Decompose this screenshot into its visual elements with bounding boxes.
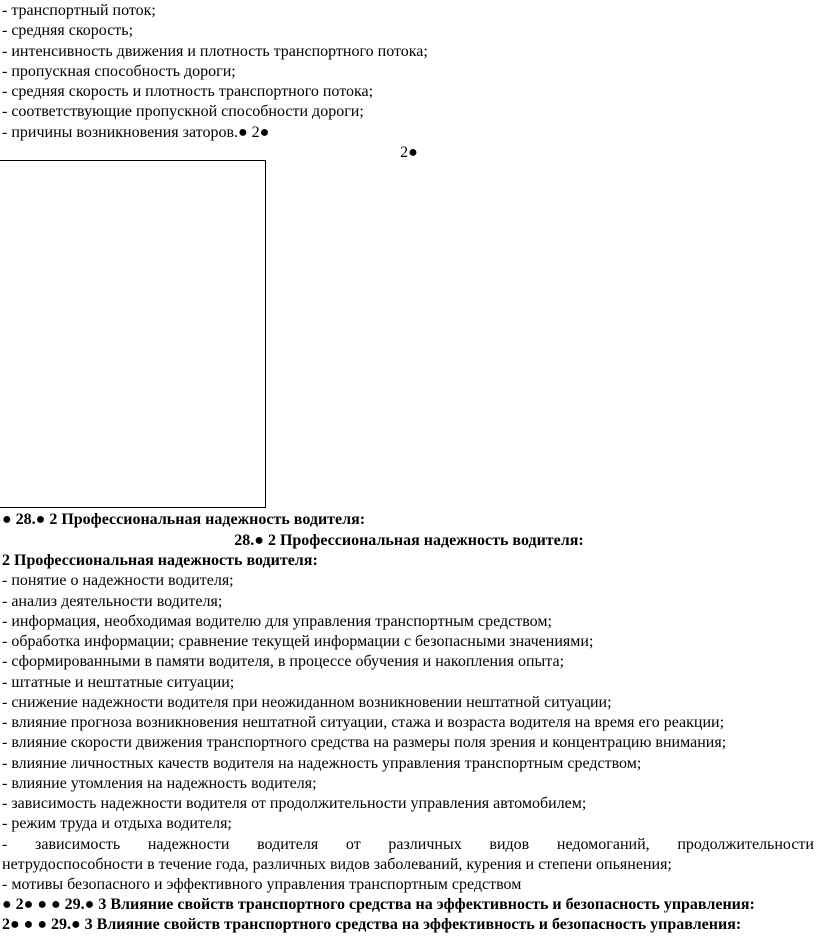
word: от	[345, 836, 361, 853]
list-item: - влияние утомления на надежность водителя;	[2, 775, 317, 792]
list-item: - штатные и нештатные ситуации;	[2, 674, 235, 691]
word: недомоганий,	[556, 836, 650, 853]
section-heading-centered: 28.● 2 Профессиональная надежность водителя:	[234, 532, 584, 549]
list-item: - сформированными в памяти водителя, в процессе обучения и накопления опыта;	[2, 653, 565, 670]
word: надежности	[147, 836, 230, 853]
list-item: - пропускная способность дороги;	[2, 63, 236, 80]
list-item: - транспортный поток;	[2, 2, 156, 19]
list-item-continuation: нетрудоспособности в течение года, различных видов заболеваний, курения и степени опьянения;	[2, 856, 672, 873]
list-item: - соответствующие пропускной способности дороги;	[2, 103, 364, 120]
list-item: - снижение надежности водителя при неожиданном возникновении нештатной ситуации;	[2, 694, 612, 711]
word: продолжительности	[677, 836, 814, 853]
list-item: - анализ деятельности водителя;	[2, 593, 223, 610]
list-item: - влияние личностных качеств водителя на надежность управления транспортным средством;	[2, 755, 642, 772]
list-item: - влияние скорости движения транспортного средства на размеры поля зрения и концентрацию внимания;	[2, 734, 727, 751]
list-item: - средняя скорость;	[2, 22, 134, 39]
list-item: - режим труда и отдыха водителя;	[2, 815, 232, 832]
list-item: - мотивы безопасного и эффективного управления транспортным средством	[2, 876, 522, 893]
word: водителя	[257, 836, 319, 853]
list-item: - влияние прогноза возникновения нештатной ситуации, стажа и возраста водителя на время его реакции;	[2, 714, 725, 731]
image-frame	[0, 160, 266, 508]
list-item: - обработка информации; сравнение текущей информации с безопасными значениями;	[2, 633, 594, 650]
list-item: - средняя скорость и плотность транспортного потока;	[2, 83, 374, 100]
list-item: - информация, необходимая водителю для управления транспортным средством;	[2, 613, 552, 630]
center-mark: 2●	[400, 144, 418, 161]
word: зависимость	[35, 836, 121, 853]
section-heading: ● 2● ● ● 29.● 3 Влияние свойств транспортного средства на эффективность и безопасность управления:	[2, 896, 755, 913]
justified-list-item	[2, 834, 814, 856]
list-item: - зависимость надежности водителя от продолжительности управления автомобилем;	[2, 795, 587, 812]
section-heading: ● 28.● 2 Профессиональная надежность водителя:	[2, 511, 366, 528]
list-item: - интенсивность движения и плотность транспортного потока;	[2, 43, 428, 60]
section-title: 2 Профессиональная надежность водителя:	[2, 552, 318, 569]
list-item: - причины возникновения заторов.● 2●	[2, 124, 270, 141]
section-heading: 2● ● ● 29.● 3 Влияние свойств транспортного средства на эффективность и безопасность управления:	[2, 916, 742, 933]
word: -	[2, 836, 8, 853]
list-item: - понятие о надежности водителя;	[2, 572, 234, 589]
word: различных	[388, 836, 462, 853]
word: видов	[489, 836, 530, 853]
